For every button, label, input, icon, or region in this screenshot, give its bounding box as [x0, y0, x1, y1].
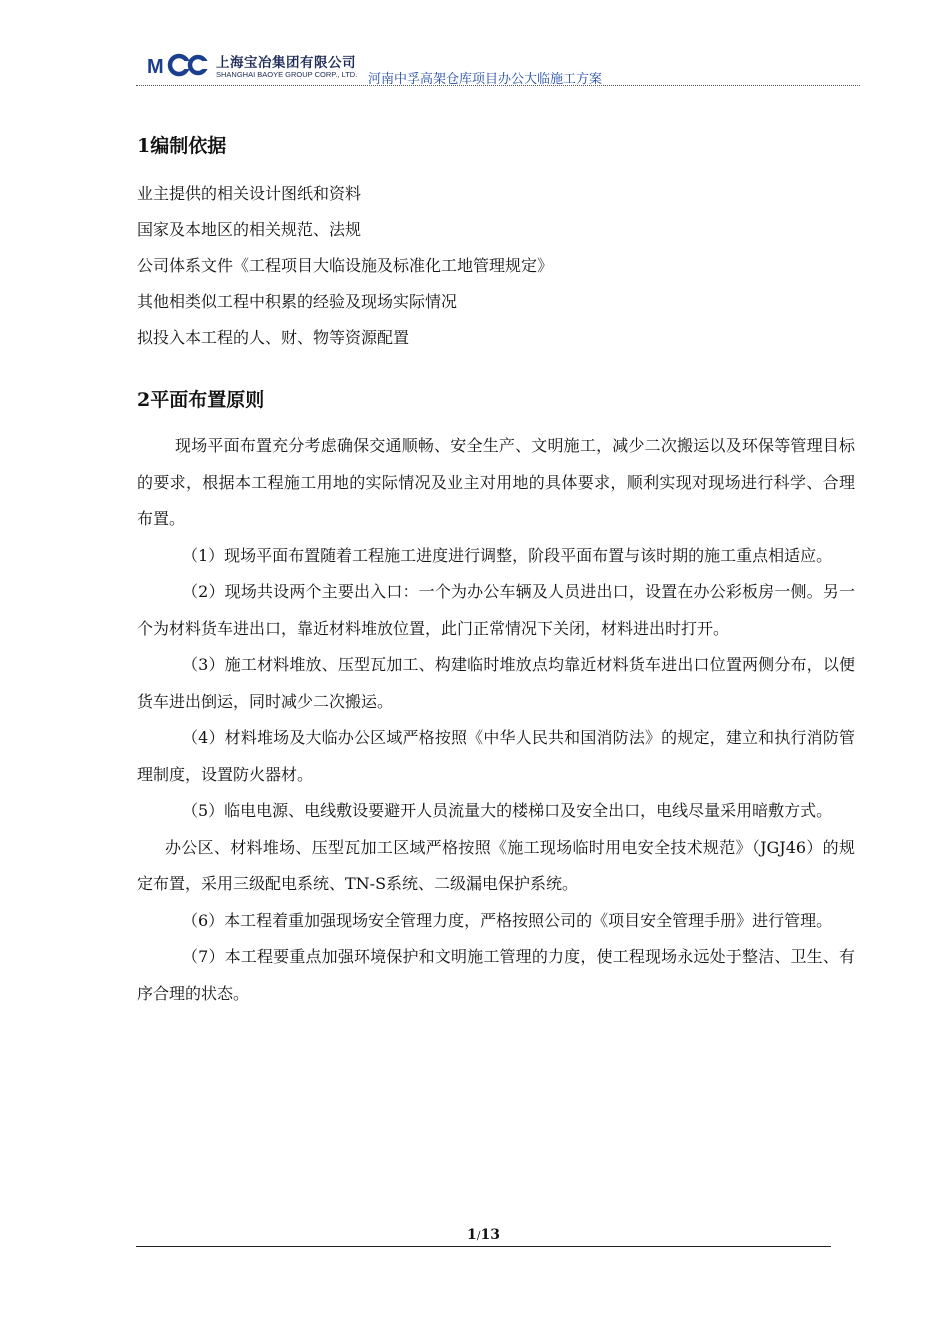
section-heading: 1编制依据: [137, 135, 227, 157]
paragraph-item-1: （1）现场平面布置随着工程施工进度进行调整，阶段平面布置与该时期的施工重点相适应。: [182, 545, 833, 565]
paragraph-item-5: （5）临电电源、电线敷设要避开人员流量大的楼梯口及安全出口，电线尽量采用暗敷方式。: [182, 801, 833, 820]
document-title: 河南中孚高架仓库项目办公大临施工方案: [368, 72, 603, 87]
paragraph-item-3: （3）施工材料堆放、压型瓦加工、构建临时堆放点均靠近材料货车进出口位置两侧分布，以便货车进出倒运，同时减少二次搬运。: [137, 655, 855, 711]
page-header: [136, 44, 860, 86]
company-name-cn: 上海宝冶集团有限公司: [216, 55, 356, 71]
list-item: 公司体系文件《工程项目大临设施及标准化工地管理规定》: [137, 256, 554, 275]
page-footer: [136, 1226, 831, 1247]
page-separator: /: [476, 1229, 481, 1242]
paragraph-electric: 办公区、材料堆场、压型瓦加工区域严格按照《施工现场临时用电安全技术规范》（JGJ46）的规定布置，采用三级配电系统、TN-S系统、二级漏电保护系统。: [137, 837, 855, 893]
list-item: 业主提供的相关设计图纸和资料: [137, 184, 362, 203]
section-heading: 2平面布置原则: [137, 389, 265, 411]
paragraph-item-2: （2）现场共设两个主要出入口：一个为办公车辆及人员进出口，设置在办公彩板房一侧。另一个为材料货车进出口，靠近材料堆放位置，此门正常情况下关闭，材料进出时打开。: [137, 582, 855, 638]
list-item: 拟投入本工程的人、财、物等资源配置: [137, 328, 410, 347]
list-item: 其他相类似工程中积累的经验及现场实际情况: [137, 292, 458, 311]
list-item: 国家及本地区的相关规范、法规: [137, 220, 362, 239]
paragraph-intro: 现场平面布置充分考虑确保交通顺畅、安全生产、文明施工，减少二次搬运以及环保等管理目标的要求，根据本工程施工用地的实际情况及业主对用地的具体要求，顺利实现对现场进行科学、合理布置。: [137, 436, 855, 528]
page-number: [136, 1226, 831, 1245]
current-page: 1: [467, 1227, 477, 1243]
footer-divider: [136, 1246, 831, 1247]
basis-list: [137, 176, 855, 356]
header-divider: [136, 85, 860, 86]
paragraph-item-6: （6）本工程着重加强现场安全管理力度，严格按照公司的《项目安全管理手册》进行管理。: [182, 910, 833, 930]
total-pages: 13: [480, 1227, 500, 1243]
mcc-logo-icon: [146, 50, 210, 80]
paragraph-item-4: （4）材料堆场及大临办公区域严格按照《中华人民共和国消防法》的规定，建立和执行消防管理制度，设置防火器材。: [137, 728, 855, 784]
company-name-en: SHANGHAI BAOYE GROUP CORP., LTD.: [216, 70, 358, 79]
paragraph-item-7: （7）本工程要重点加强环境保护和文明施工管理的力度，使工程现场永远处于整洁、卫生、有序合理的状态。: [137, 947, 855, 1003]
svg-text:M: M: [147, 56, 163, 78]
document-body: [137, 122, 855, 1012]
company-logo: [146, 48, 358, 82]
